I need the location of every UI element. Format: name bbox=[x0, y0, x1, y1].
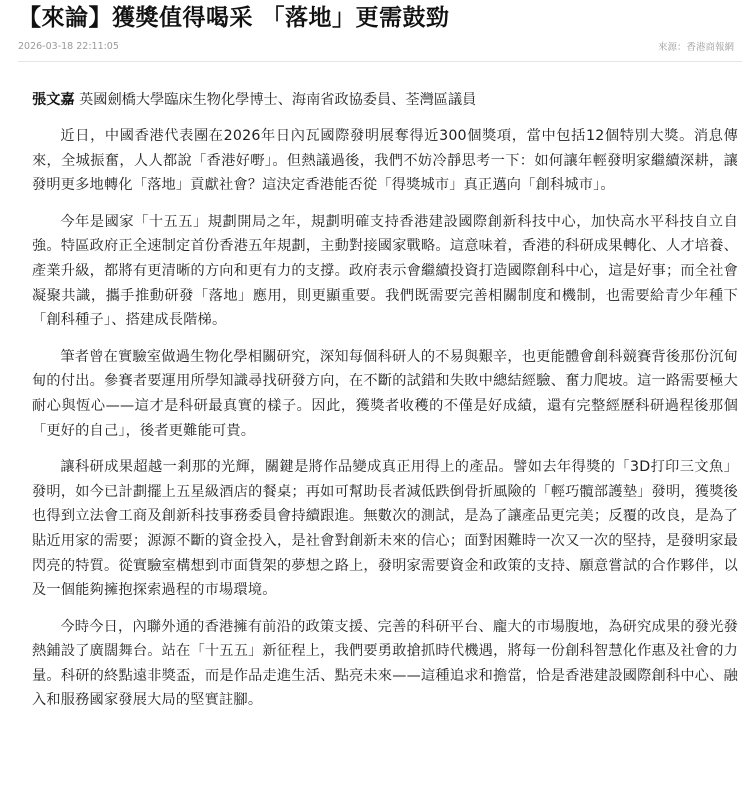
author-title: 英國劍橋大學臨床生物化學博士、海南省政協委員、荃灣區議員 bbox=[79, 92, 477, 108]
paragraph-2: 今年是國家「十五五」規劃開局之年，規劃明確支持香港建設國際創新科技中心，加快高水平科技自立自強。特區政府正全速制定首份香港五年規劃，主動對接國家戰略。這意味着，香港的科研成果轉化、人才培養、產業升級，都將有更清晰的方向和更有力的支撐。政府表示會繼續投資打造國際創科中心，這是好事；而全社會凝聚共識，攜手推動研發「落地」應用，則更顯重要。我們既需要完善相關制度和機制，也需要給青少年種下「創科種子」、搭建成長階梯。 bbox=[32, 213, 738, 329]
article-meta bbox=[18, 35, 742, 62]
author-name: 張文嘉 bbox=[32, 92, 75, 108]
paragraph-5: 今時今日，內聯外通的香港擁有前沿的政策支援、完善的科研平台、龐大的市場腹地，為研究成果的發光發熱鋪設了廣闊舞台。站在「十五五」新征程上，我們要勇敢搶抓時代機遇，將每一份創科智慧化作惠及社會的力量。科研的終點遠非獎盃，而是作品走進生活、點亮未來——這種追求和擔當，恰是香港建設國際創科中心、融入和服務國家發展大局的堅實註腳。 bbox=[32, 618, 738, 709]
paragraph-4: 讓科研成果超越一剎那的光輝，關鍵是將作品變成真正用得上的產品。譬如去年得獎的「3D打印三文魚」發明，如今已計劃擺上五星級酒店的餐桌；再如可幫助長者減低跌倒骨折風險的「輕巧髖部護墊」發明，獲獎後也得到立法會工商及創新科技事務委員會持續跟進。無數次的測試，是為了讓產品更完美；反覆的改良，是為了貼近用家的需要；源源不斷的資金投入，是社會對創新未來的信心；面對困難時一次又一次的堅持，是發明家最閃亮的特質。從實驗室構想到市面貨架的夢想之路上，發明家需要資金和政策的支持、願意嘗試的合作夥伴，以及一個能夠擁抱探索過程的市場環境。 bbox=[32, 459, 738, 599]
paragraph-1: 近日，中國香港代表團在2026年日內瓦國際發明展奪得近300個獎項，當中包括12個特別大獎。消息傳來，全城振奮，人人都說「香港好嘢」。但熱議過後，我們不妨冷靜思考一下：如何讓年輕發明家繼續深耕，讓發明更多地轉化「落地」貢獻社會？這決定香港能否從「得獎城市」真正邁向「創科城市」。 bbox=[32, 128, 738, 194]
paragraph-3: 筆者曾在實驗室做過生物化學相關研究，深知每個科研人的不易與艱辛，也更能體會創科競賽背後那份沉甸甸的付出。參賽者要運用所學知識尋找研發方向，在不斷的試錯和失敗中總結經驗、奮力爬坡。這一路需要極大耐心與恆心——這才是科研最真實的樣子。因此，獲獎者收穫的不僅是好成績，還有完整經歷科研過程後那個「更好的自己」，後者更難能可貴。 bbox=[32, 348, 738, 439]
article-source: 來源：香港商報網 bbox=[657, 42, 734, 53]
article-body bbox=[18, 88, 742, 713]
publish-timestamp: 2026-03-18 22:11:05 bbox=[18, 40, 119, 52]
article-title: 【來論】獲獎值得喝采 「落地」更需鼓勁 bbox=[18, 5, 450, 31]
author-line bbox=[32, 88, 738, 112]
